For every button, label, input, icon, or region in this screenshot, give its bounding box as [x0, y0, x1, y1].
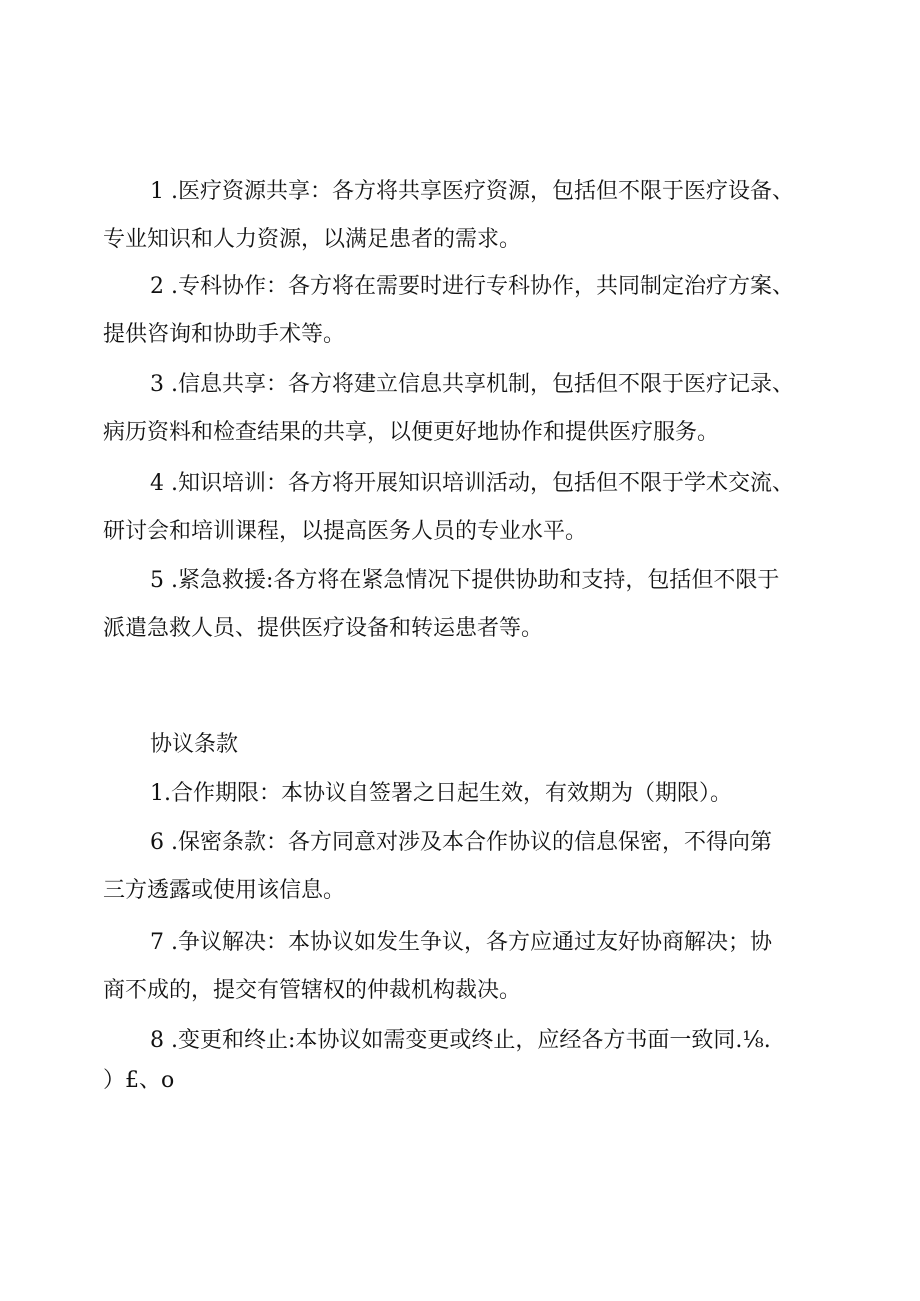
item-3-line-1: 3 .信息共享：各方将建立信息共享机制，包括但不限于医疗记录、	[150, 372, 794, 397]
clause-8-line-1: 8 .变更和终止:本协议如需变更或终止，应经各方书面一致同.⅛.	[150, 1028, 771, 1053]
item-4-line-1: 4 .知识培训：各方将开展知识培训活动，包括但不限于学术交流、	[150, 471, 794, 496]
clause-7-line-1: 7 .争议解决：本协议如发生争议，各方应通过友好协商解决；协	[150, 930, 772, 955]
clause-6-line-1: 6 .保密条款：各方同意对涉及本合作协议的信息保密，不得向第	[150, 830, 772, 855]
item-5-line-2: 派遣急救人员、提供医疗设备和转运患者等。	[103, 616, 544, 641]
item-4-line-2: 研讨会和培训课程，以提高医务人员的专业水平。	[103, 519, 588, 544]
item-3-line-2: 病历资料和检查结果的共享，以便更好地协作和提供医疗服务。	[103, 420, 720, 445]
item-1-line-2: 专业知识和人力资源，以满足患者的需求。	[103, 227, 522, 252]
clause-7-line-2: 商不成的，提交有管辖权的仲裁机构裁决。	[103, 978, 522, 1003]
section-heading: 协议条款	[150, 732, 239, 757]
item-2-line-1: 2 .专科协作：各方将在需要时进行专科协作，共同制定治疗方案、	[150, 274, 794, 299]
item-1-line-1: 1 .医疗资源共享：各方将共享医疗资源，包括但不限于医疗设备、	[150, 179, 794, 204]
item-2-line-2: 提供咨询和协助手术等。	[103, 322, 346, 347]
clause-8-line-2: ）£、o	[103, 1068, 175, 1093]
item-5-line-1: 5 .紧急救援:各方将在紧急情况下提供协助和支持，包括但不限于	[150, 568, 780, 593]
clause-6-line-2: 三方透露或使用该信息。	[103, 878, 346, 903]
clause-1-line-1: 1.合作期限：本协议自签署之日起生效，有效期为（期限）。	[150, 781, 732, 806]
